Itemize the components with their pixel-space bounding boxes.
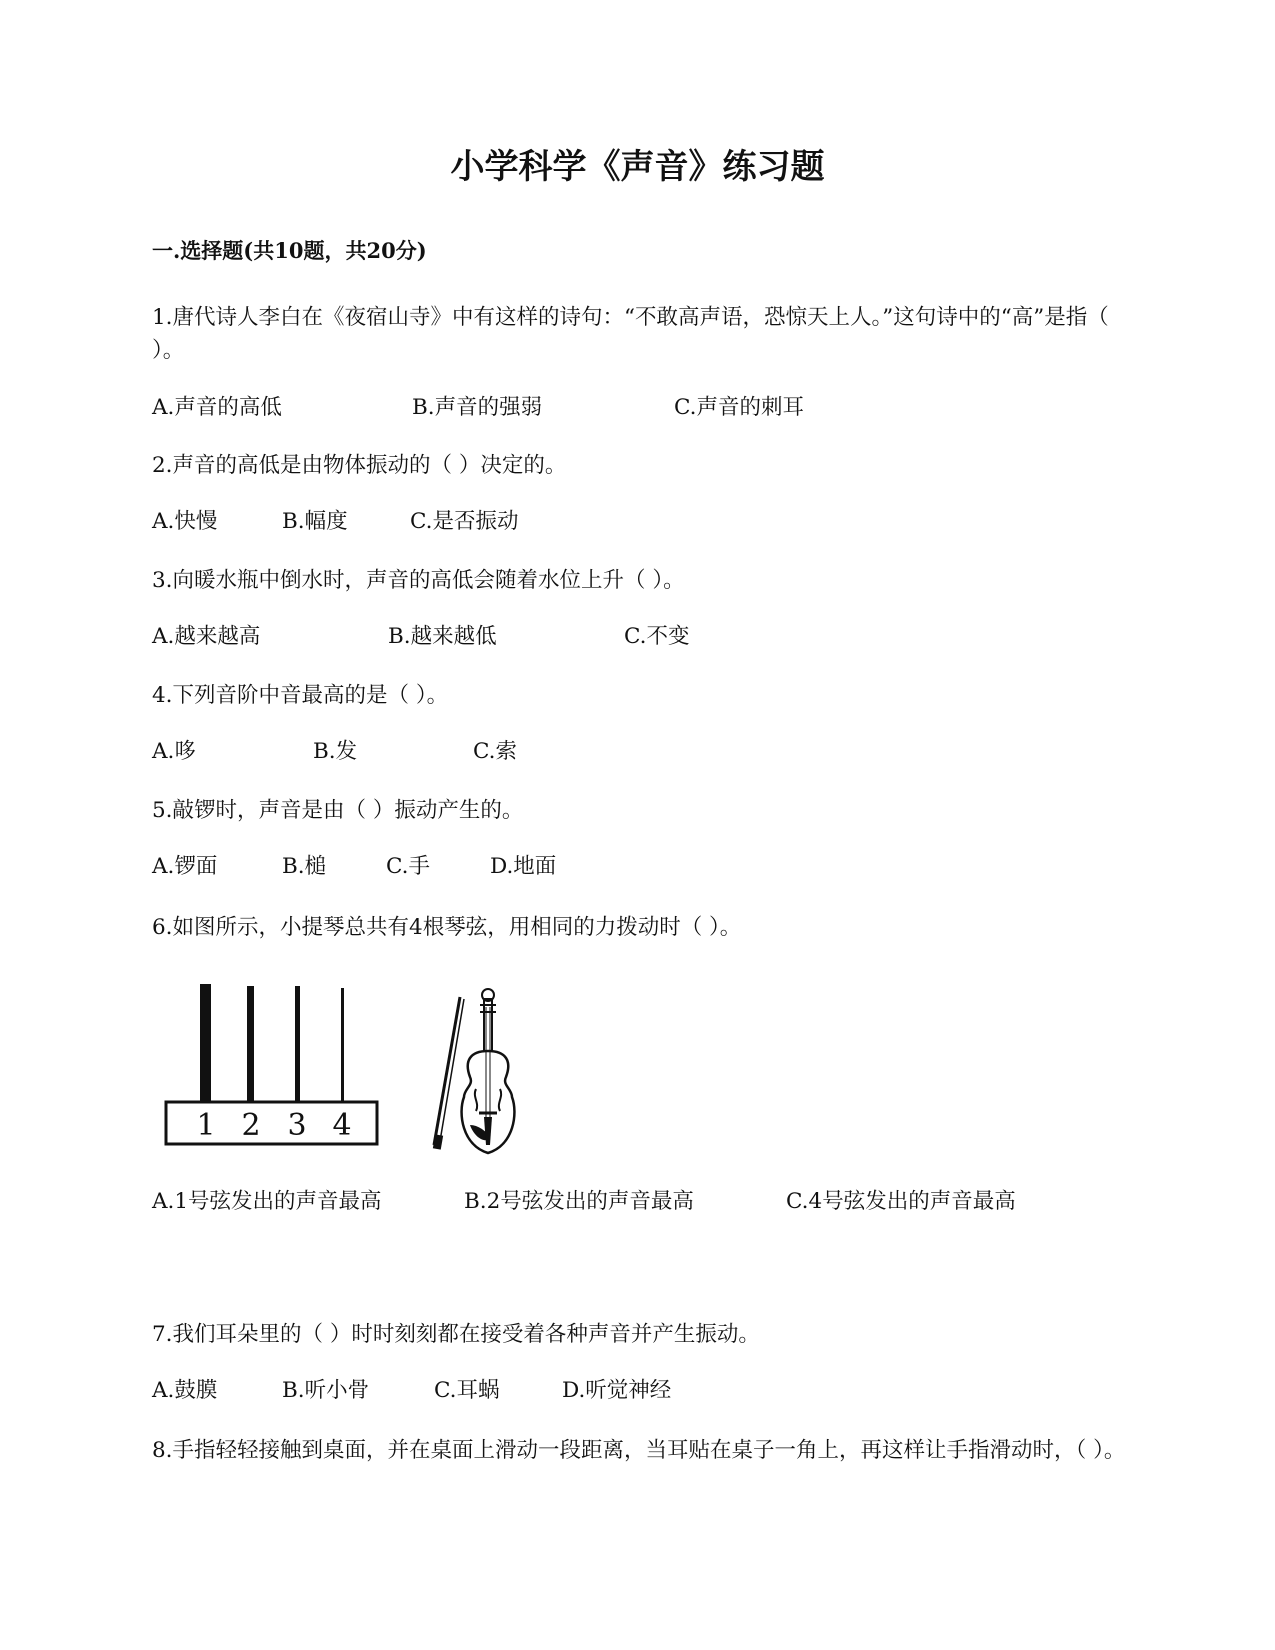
question-8: 8.手指轻轻接触到桌面，并在桌面上滑动一段距离，当耳贴在桌子一角上，再这样让手指滑动时，（ ）。 — [152, 1438, 1126, 1463]
question-5: 5.敲锣时，声音是由（ ）振动产生的。 — [152, 798, 524, 823]
option-c: C.索 — [473, 739, 518, 764]
option-a: A.鼓膜 — [152, 1378, 218, 1403]
string-label-3: 3 — [287, 1108, 307, 1143]
option-a: A.哆 — [152, 739, 196, 764]
string-label-1: 1 — [196, 1108, 216, 1143]
option-b: B.声音的强弱 — [412, 395, 543, 420]
question-7: 7.我们耳朵里的（ ）时时刻刻都在接受着各种声音并产生振动。 — [152, 1322, 760, 1347]
option-c: C.不变 — [624, 624, 690, 649]
option-c: C.声音的刺耳 — [674, 395, 805, 420]
page-title: 小学科学《声音》练习题 — [450, 147, 825, 187]
option-c: C.耳蜗 — [434, 1378, 500, 1403]
option-a: A.声音的高低 — [152, 395, 282, 420]
string-diagram — [160, 978, 385, 1153]
string-1 — [200, 984, 211, 1102]
question-6: 6.如图所示，小提琴总共有4根琴弦，用相同的力拨动时（ ）。 — [152, 915, 742, 940]
option-b: B.听小骨 — [282, 1378, 370, 1403]
option-b: B.幅度 — [282, 509, 348, 534]
question-4: 4.下列音阶中音最高的是（ ）。 — [152, 683, 449, 708]
option-b: B.越来越低 — [388, 624, 497, 649]
question-3: 3.向暖水瓶中倒水时，声音的高低会随着水位上升（ ）。 — [152, 568, 685, 593]
option-a: A.锣面 — [152, 854, 218, 879]
option-a: A.越来越高 — [152, 624, 261, 649]
option-a: A.1号弦发出的声音最高 — [152, 1189, 382, 1214]
option-d: D.地面 — [490, 854, 557, 879]
violin-icon — [430, 985, 540, 1165]
option-b: B.发 — [313, 739, 358, 764]
string-3 — [295, 986, 300, 1102]
option-c: C.是否振动 — [410, 509, 519, 534]
question-1: 1.唐代诗人李白在《夜宿山寺》中有这样的诗句：“不敢高声语，恐惊天上人。”这句诗中的“高”是指（ ）。 — [152, 305, 1109, 363]
string-label-2: 2 — [241, 1108, 261, 1143]
option-c: C.4号弦发出的声音最高 — [786, 1189, 1016, 1214]
string-label-4: 4 — [332, 1108, 352, 1143]
option-c: C.手 — [386, 854, 431, 879]
section-heading: 一.选择题(共10题，共20分) — [152, 238, 427, 263]
option-b: B.槌 — [282, 854, 327, 879]
option-a: A.快慢 — [152, 509, 218, 534]
option-b: B.2号弦发出的声音最高 — [464, 1189, 694, 1214]
string-4 — [341, 988, 344, 1102]
option-d: D.听觉神经 — [562, 1378, 672, 1403]
string-2 — [247, 986, 254, 1102]
question-2: 2.声音的高低是由物体振动的（ ）决定的。 — [152, 453, 567, 478]
